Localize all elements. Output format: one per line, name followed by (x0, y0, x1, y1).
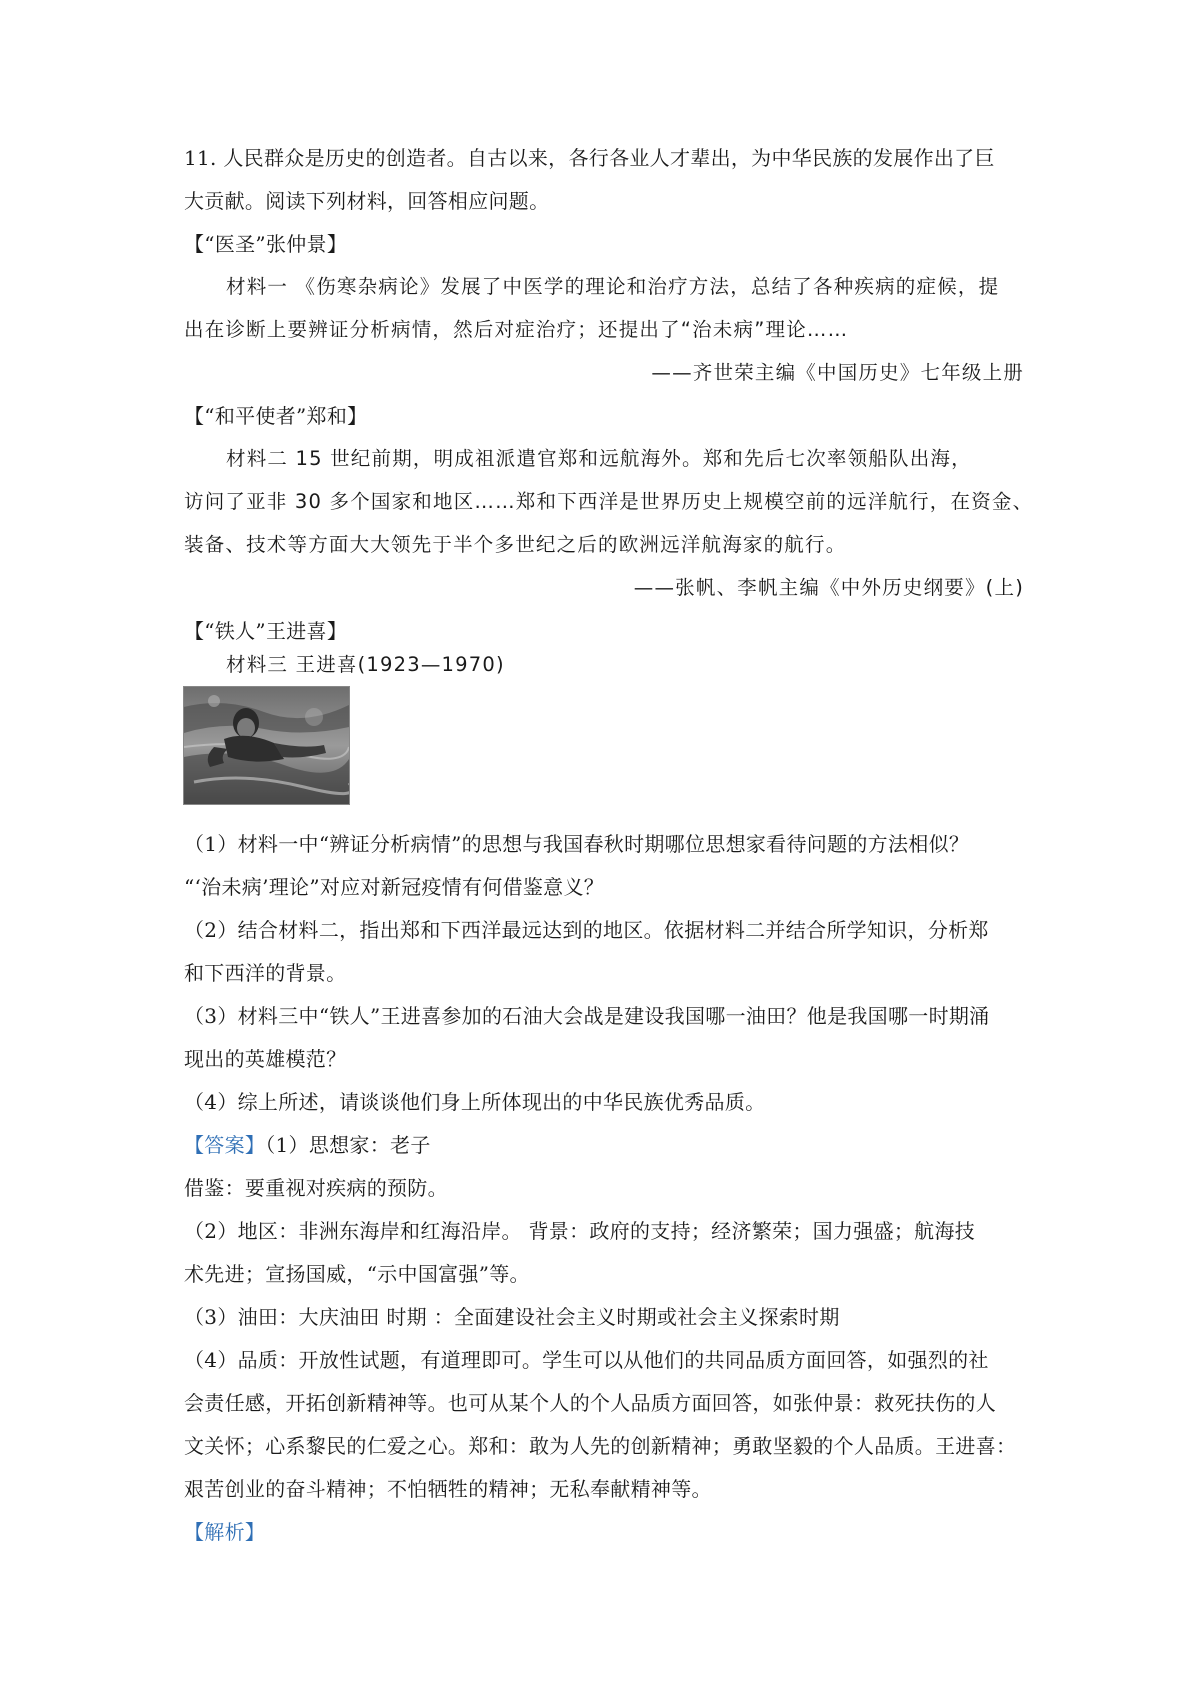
answer-line1 (184, 1132, 431, 1158)
material1-source: ——齐世荣主编《中国历史》七年级上册 (651, 361, 1024, 384)
answer-1-part1: （1）思想家：老子 (265, 1133, 431, 1157)
answer-4-line3: 文关怀；心系黎民的仁爱之心。郑和：敢为人先的创新精神；勇敢坚毅的个人品质。王进喜： (184, 1434, 1017, 1458)
question-2-line2: 和下西洋的背景。 (184, 961, 347, 985)
answer-4-line2: 会责任感，开拓创新精神等。也可从某个人的个人品质方面回答，如张仲景：救死扶伤的人 (184, 1391, 996, 1415)
section-title-wang-jinxi: 【“铁人”王进喜】 (184, 619, 348, 643)
question-intro-line1: 11. 人民群众是历史的创造者。自古以来，各行各业人才辈出，为中华民族的发展作出了巨 (184, 146, 995, 170)
question-2-line1: （2）结合材料二，指出郑和下西洋最远达到的地区。依据材料二并结合所学知识，分析郑 (184, 918, 989, 942)
question-3-line2: 现出的英雄模范？ (184, 1047, 347, 1071)
section-title-zhang-zhongjing: 【“医圣”张仲景】 (184, 232, 348, 256)
section-title-zheng-he: 【“和平使者”郑和】 (184, 404, 368, 428)
question-intro-line2: 大贡献。阅读下列材料，回答相应问题。 (184, 189, 550, 213)
answer-4-line4: 艰苦创业的奋斗精神；不怕牺牲的精神；无私奉献精神等。 (184, 1477, 712, 1501)
question-3-line1: （3）材料三中“铁人”王进喜参加的石油大会战是建设我国哪一油田？他是我国哪一时期涌 (184, 1004, 990, 1028)
wang-jinxi-photo (183, 686, 350, 805)
analysis-label: 【解析】 (184, 1520, 266, 1544)
answer-3-line1: （3）油田：大庆油田 时期 ：全面建设社会主义时期或社会主义探索时期 (184, 1305, 840, 1329)
question-4-line1: （4）综上所述，请谈谈他们身上所体现出的中华民族优秀品质。 (184, 1090, 766, 1114)
material3-line1: 材料三 王进喜(1923—1970) (226, 653, 505, 676)
answer-2-line1: （2）地区：非洲东海岸和红海沿岸。 背景：政府的支持；经济繁荣；国力强盛；航海技 (184, 1219, 976, 1243)
material1-line2: 出在诊断上要辨证分析病情，然后对症治疗；还提出了“治未病”理论…… (184, 318, 849, 341)
answer-1-part2: 借鉴：要重视对疾病的预防。 (184, 1176, 448, 1200)
answer-4-line1: （4）品质：开放性试题，有道理即可。学生可以从他们的共同品质方面回答，如强烈的社 (184, 1348, 989, 1372)
material2-line2: 访问了亚非 30 多个国家和地区……郑和下西洋是世界历史上规模空前的远洋航行，在资金、 (184, 490, 1034, 513)
material1-line1: 材料一 《伤寒杂病论》发展了中医学的理论和治疗方法，总结了各种疾病的症候，提 (226, 275, 1000, 298)
question-1-line1: （1）材料一中“辨证分析病情”的思想与我国春秋时期哪位思想家看待问题的方法相似？ (184, 832, 970, 856)
material2-line1: 材料二 15 世纪前期，明成祖派遣官郑和远航海外。郑和先后七次率领船队出海， (226, 447, 972, 470)
answer-2-line2: 术先进；宣扬国威，“示中国富强”等。 (184, 1262, 530, 1286)
answer-label: 【答案】 (184, 1133, 266, 1157)
material2-source: ——张帆、李帆主编《中外历史纲要》(上) (633, 576, 1024, 599)
material2-line3: 装备、技术等方面大大领先于半个多世纪之后的欧洲远洋航海家的航行。 (184, 533, 847, 556)
question-1-line2: “‘治未病’理论”对应对新冠疫情有何借鉴意义？ (184, 875, 605, 899)
